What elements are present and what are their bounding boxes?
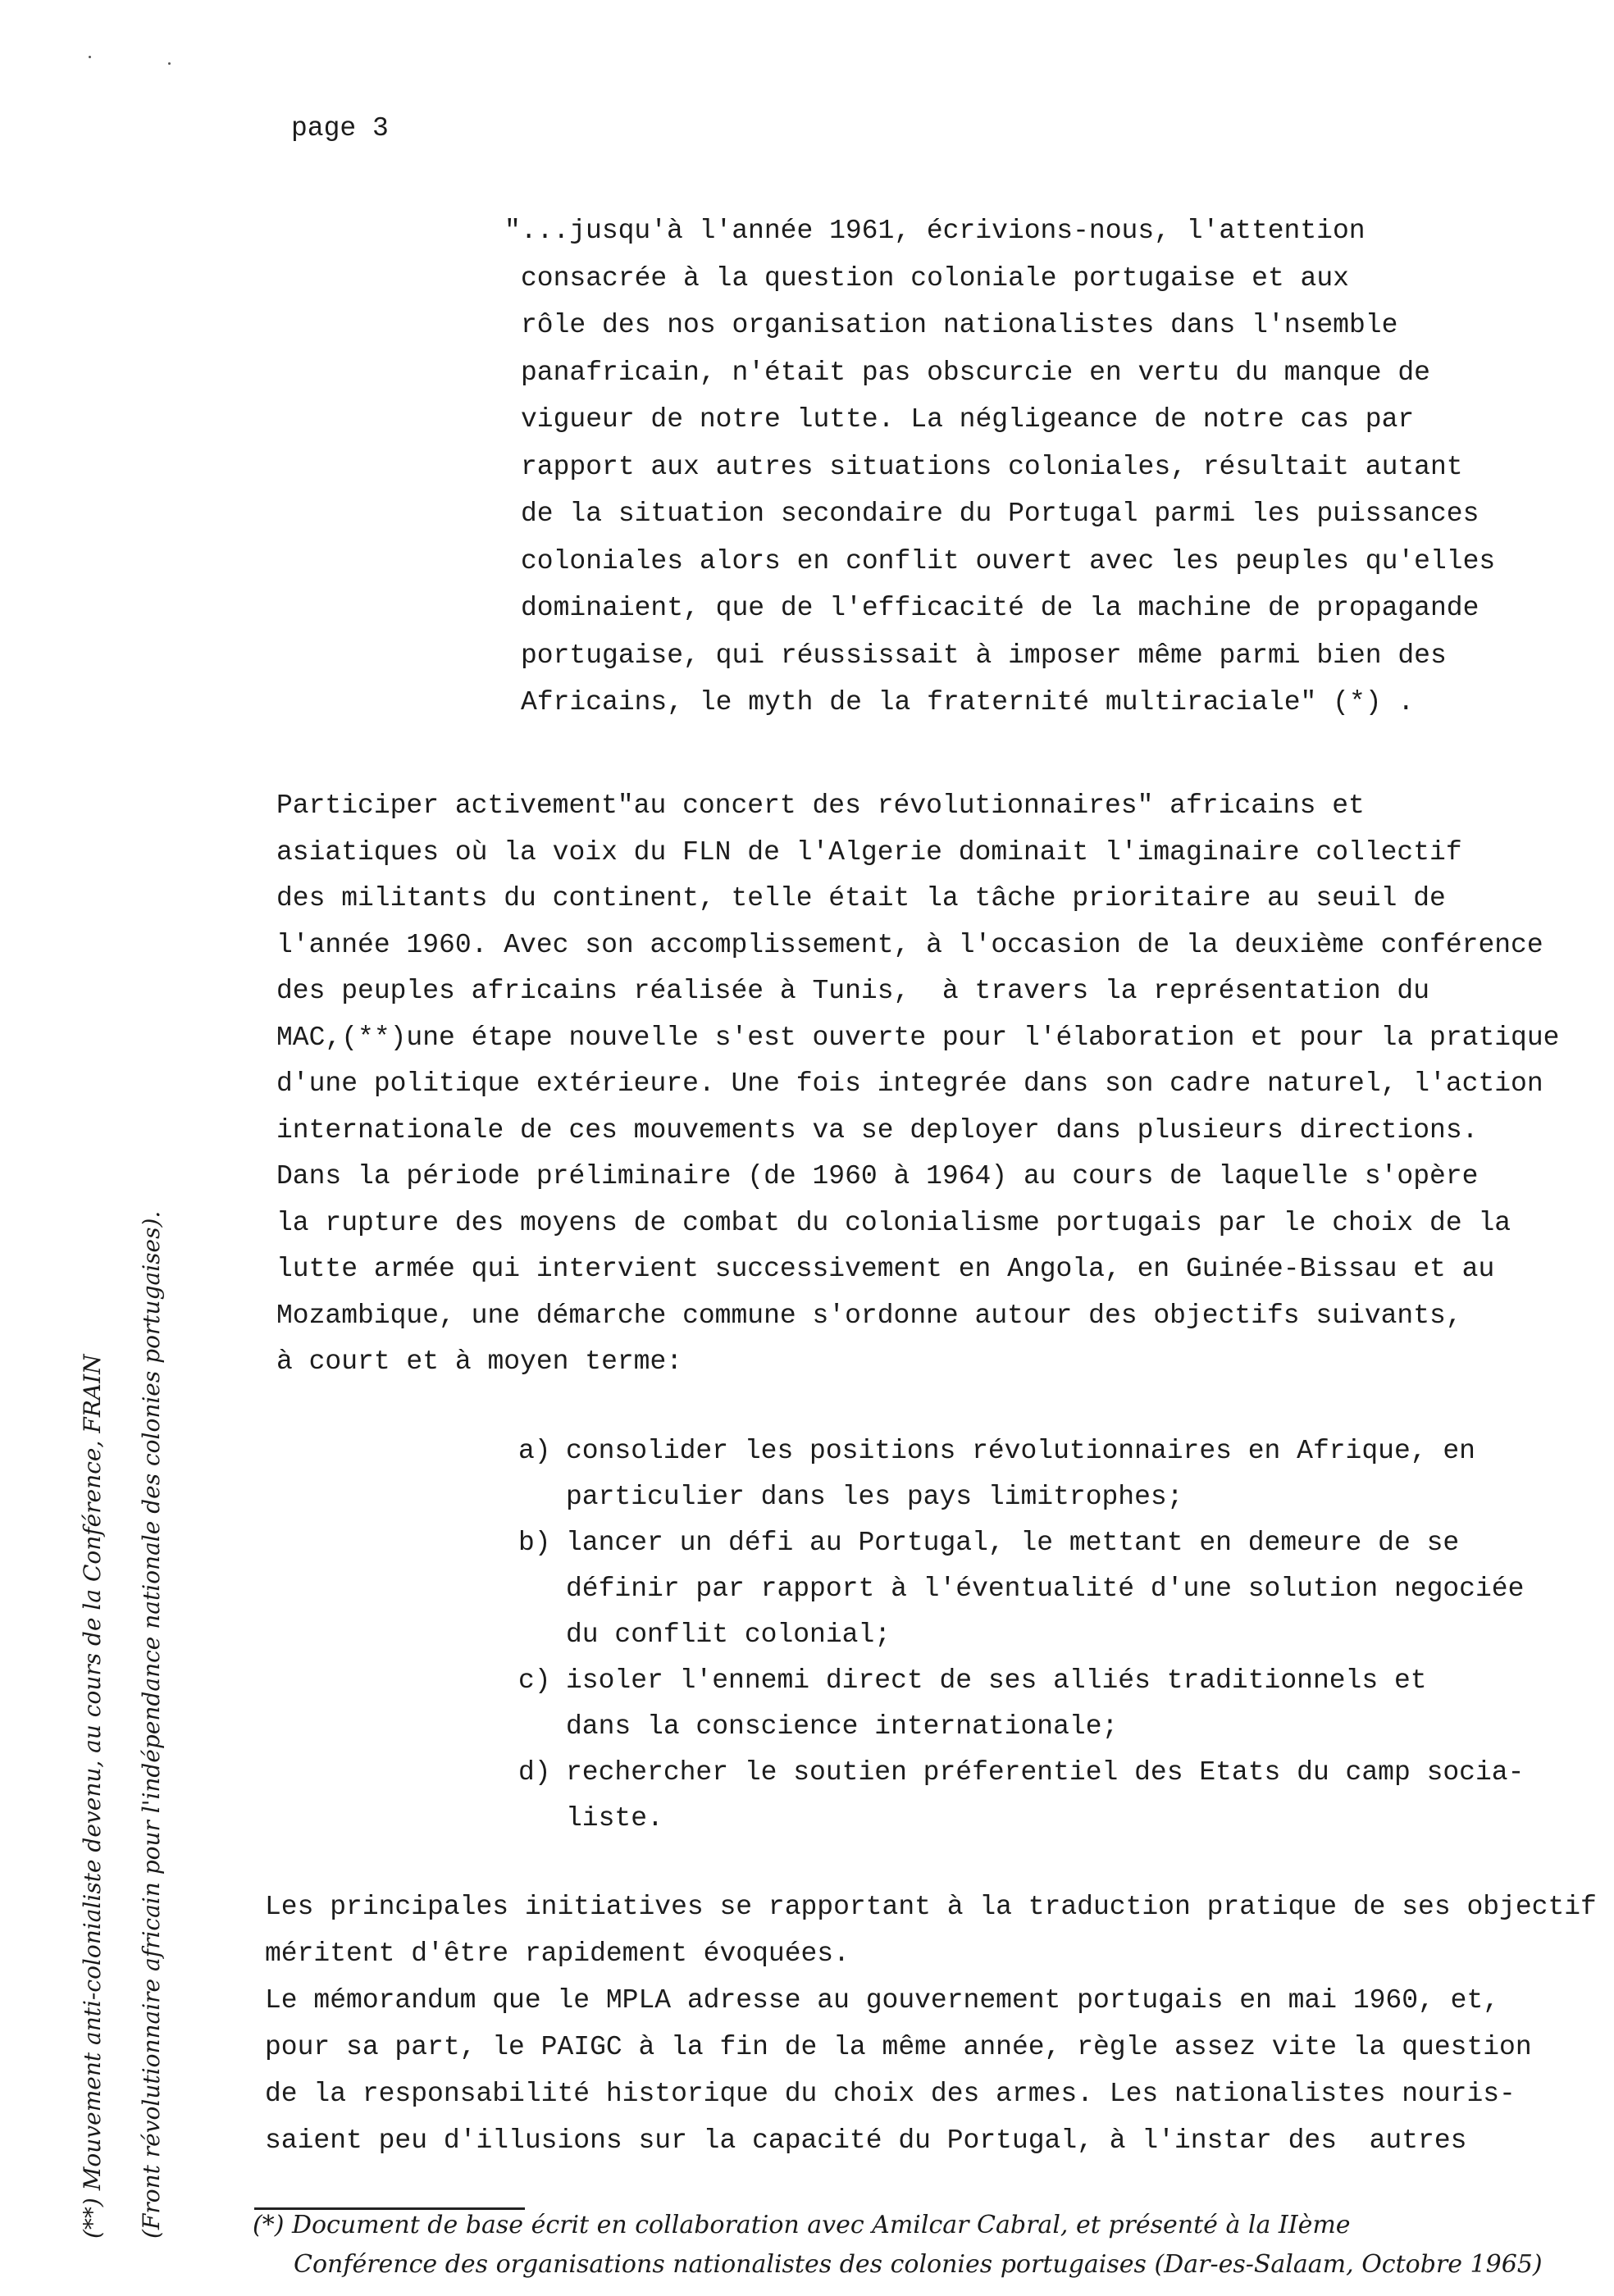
scan-speck [168, 62, 171, 65]
body-line: asiatiques où la voix du FLN de l'Algerie dominait l'imaginaire collectif [276, 836, 1462, 868]
body-line: Dans la période préliminaire (de 1960 à 1964) au cours de laquelle s'opère [276, 1161, 1479, 1191]
body-line: des militants du continent, telle était la tâche prioritaire au seuil de [276, 883, 1446, 913]
list-item-line: dans la conscience internationale; [566, 1711, 1119, 1742]
body-line: Participer activement"au concert des révolutionnaires" africains et [276, 790, 1365, 821]
body-line: la rupture des moyens de combat du colonialisme portugais par le choix de la [276, 1207, 1511, 1238]
scan-speck [89, 56, 91, 58]
quote-line: vigueur de notre lutte. La négligeance de notre cas par [521, 404, 1415, 435]
page-number: page 3 [291, 113, 389, 144]
quote-line: panafricain, n'était pas obscurcie en vertu du manque de [521, 357, 1430, 388]
body-line: Mozambique, une démarche commune s'ordonne autour des objectifs suivants, [276, 1300, 1462, 1331]
list-item-line: liste. [566, 1803, 663, 1834]
quote-line: Africains, le myth de la fraternité multiraciale" (*) . [521, 687, 1415, 718]
quote-line: rapport aux autres situations coloniales, résultait autant [521, 451, 1463, 482]
body-line: internationale de ces mouvements va se deployer dans plusieurs directions. [276, 1114, 1479, 1146]
body-line: de la responsabilité historique du choix des armes. Les nationalistes nouris- [265, 2079, 1516, 2109]
footnote-line: (*) Document de base écrit en collaboration avec Amilcar Cabral, et présenté à la IIème [253, 2211, 1351, 2239]
list-marker: c) [518, 1665, 551, 1696]
objectives-list [518, 1435, 1524, 1848]
list-item-line: lancer un défi au Portugal, le mettant en demeure de se [566, 1528, 1460, 1558]
list-item-line: définir par rapport à l'éventualité d'une solution negociée [566, 1574, 1525, 1604]
quote-line: rôle des nos organisation nationalistes dans l'nsemble [521, 310, 1398, 340]
list-item-line: rechercher le soutien préferentiel des Etats du camp socia- [566, 1757, 1525, 1788]
body-line: à court et à moyen terme: [276, 1346, 683, 1377]
quote-line: de la situation secondaire du Portugal parmi les puissances [521, 499, 1480, 529]
body-line: Les principales initiatives se rapportant à la traduction pratique de ses objectif [265, 1892, 1597, 1922]
quote-block [504, 215, 1496, 734]
quote-line: coloniales alors en conflit ouvert avec les peuples qu'elles [521, 545, 1496, 576]
list-item-line: consolider les positions révolutionnaires en Afrique, en [566, 1436, 1475, 1466]
list-item-line: du conflit colonial; [566, 1620, 891, 1650]
list-marker: d) [518, 1757, 551, 1788]
list-item [518, 1756, 1524, 1848]
footnote-line: Conférence des organisations nationalistes des colonies portugaises (Dar-es-Salaam, Octobre 1965) [294, 2250, 1543, 2279]
quote-line: portugaise, qui réussissait à imposer même parmi bien des [521, 640, 1447, 671]
list-marker: b) [518, 1528, 551, 1558]
list-marker: a) [518, 1436, 551, 1466]
list-item-line: isoler l'ennemi direct de ses alliés traditionnels et [566, 1665, 1427, 1696]
handwritten-footnote [253, 2206, 1543, 2285]
body-line: Le mémorandum que le MPLA adresse au gouvernement portugais en mai 1960, et, [265, 1985, 1500, 2016]
quote-line: dominaient, que de l'efficacité de la machine de propagande [521, 593, 1480, 623]
body-line: l'année 1960. Avec son accomplissement, à l'occasion de la deuxième conférence [276, 929, 1543, 960]
body-line: pour sa part, le PAIGC à la fin de la même année, règle assez vite la question [265, 2032, 1532, 2062]
body-line: lutte armée qui intervient successivement en Angola, en Guinée-Bissau et au [276, 1254, 1495, 1284]
list-item [518, 1435, 1524, 1527]
margin-note: (Front révolutionnaire africain pour l'indépendance nationale des colonies portugaises). [138, 1210, 165, 2239]
body-line: saient peu d'illusions sur la capacité du Portugal, à l'instar des autres [265, 2125, 1467, 2156]
list-item-line: particulier dans les pays limitrophes; [566, 1482, 1183, 1512]
body-line: des peuples africains réalisée à Tunis, à travers la représentation du [276, 976, 1430, 1006]
quote-line: consacrée à la question coloniale portugaise et aux [521, 262, 1349, 294]
list-item [518, 1665, 1524, 1756]
body-line: MAC,(**)une étape nouvelle s'est ouverte pour l'élaboration et pour la pratique [276, 1022, 1560, 1053]
body-paragraph-1 [276, 790, 1559, 1392]
margin-note: (**) Mouvement anti-colonialiste devenu, au cours de la Conférence, FRAIN [79, 1354, 106, 2239]
quote-line: "...jusqu'à l'année 1961, écrivions-nous, l'attention [504, 216, 1366, 246]
body-line: d'une politique extérieure. Une fois integrée dans son cadre naturel, l'action [276, 1068, 1543, 1099]
body-line: méritent d'être rapidement évoquées. [265, 1938, 850, 1969]
list-item [518, 1527, 1524, 1665]
body-paragraph-2 [265, 1891, 1597, 2171]
